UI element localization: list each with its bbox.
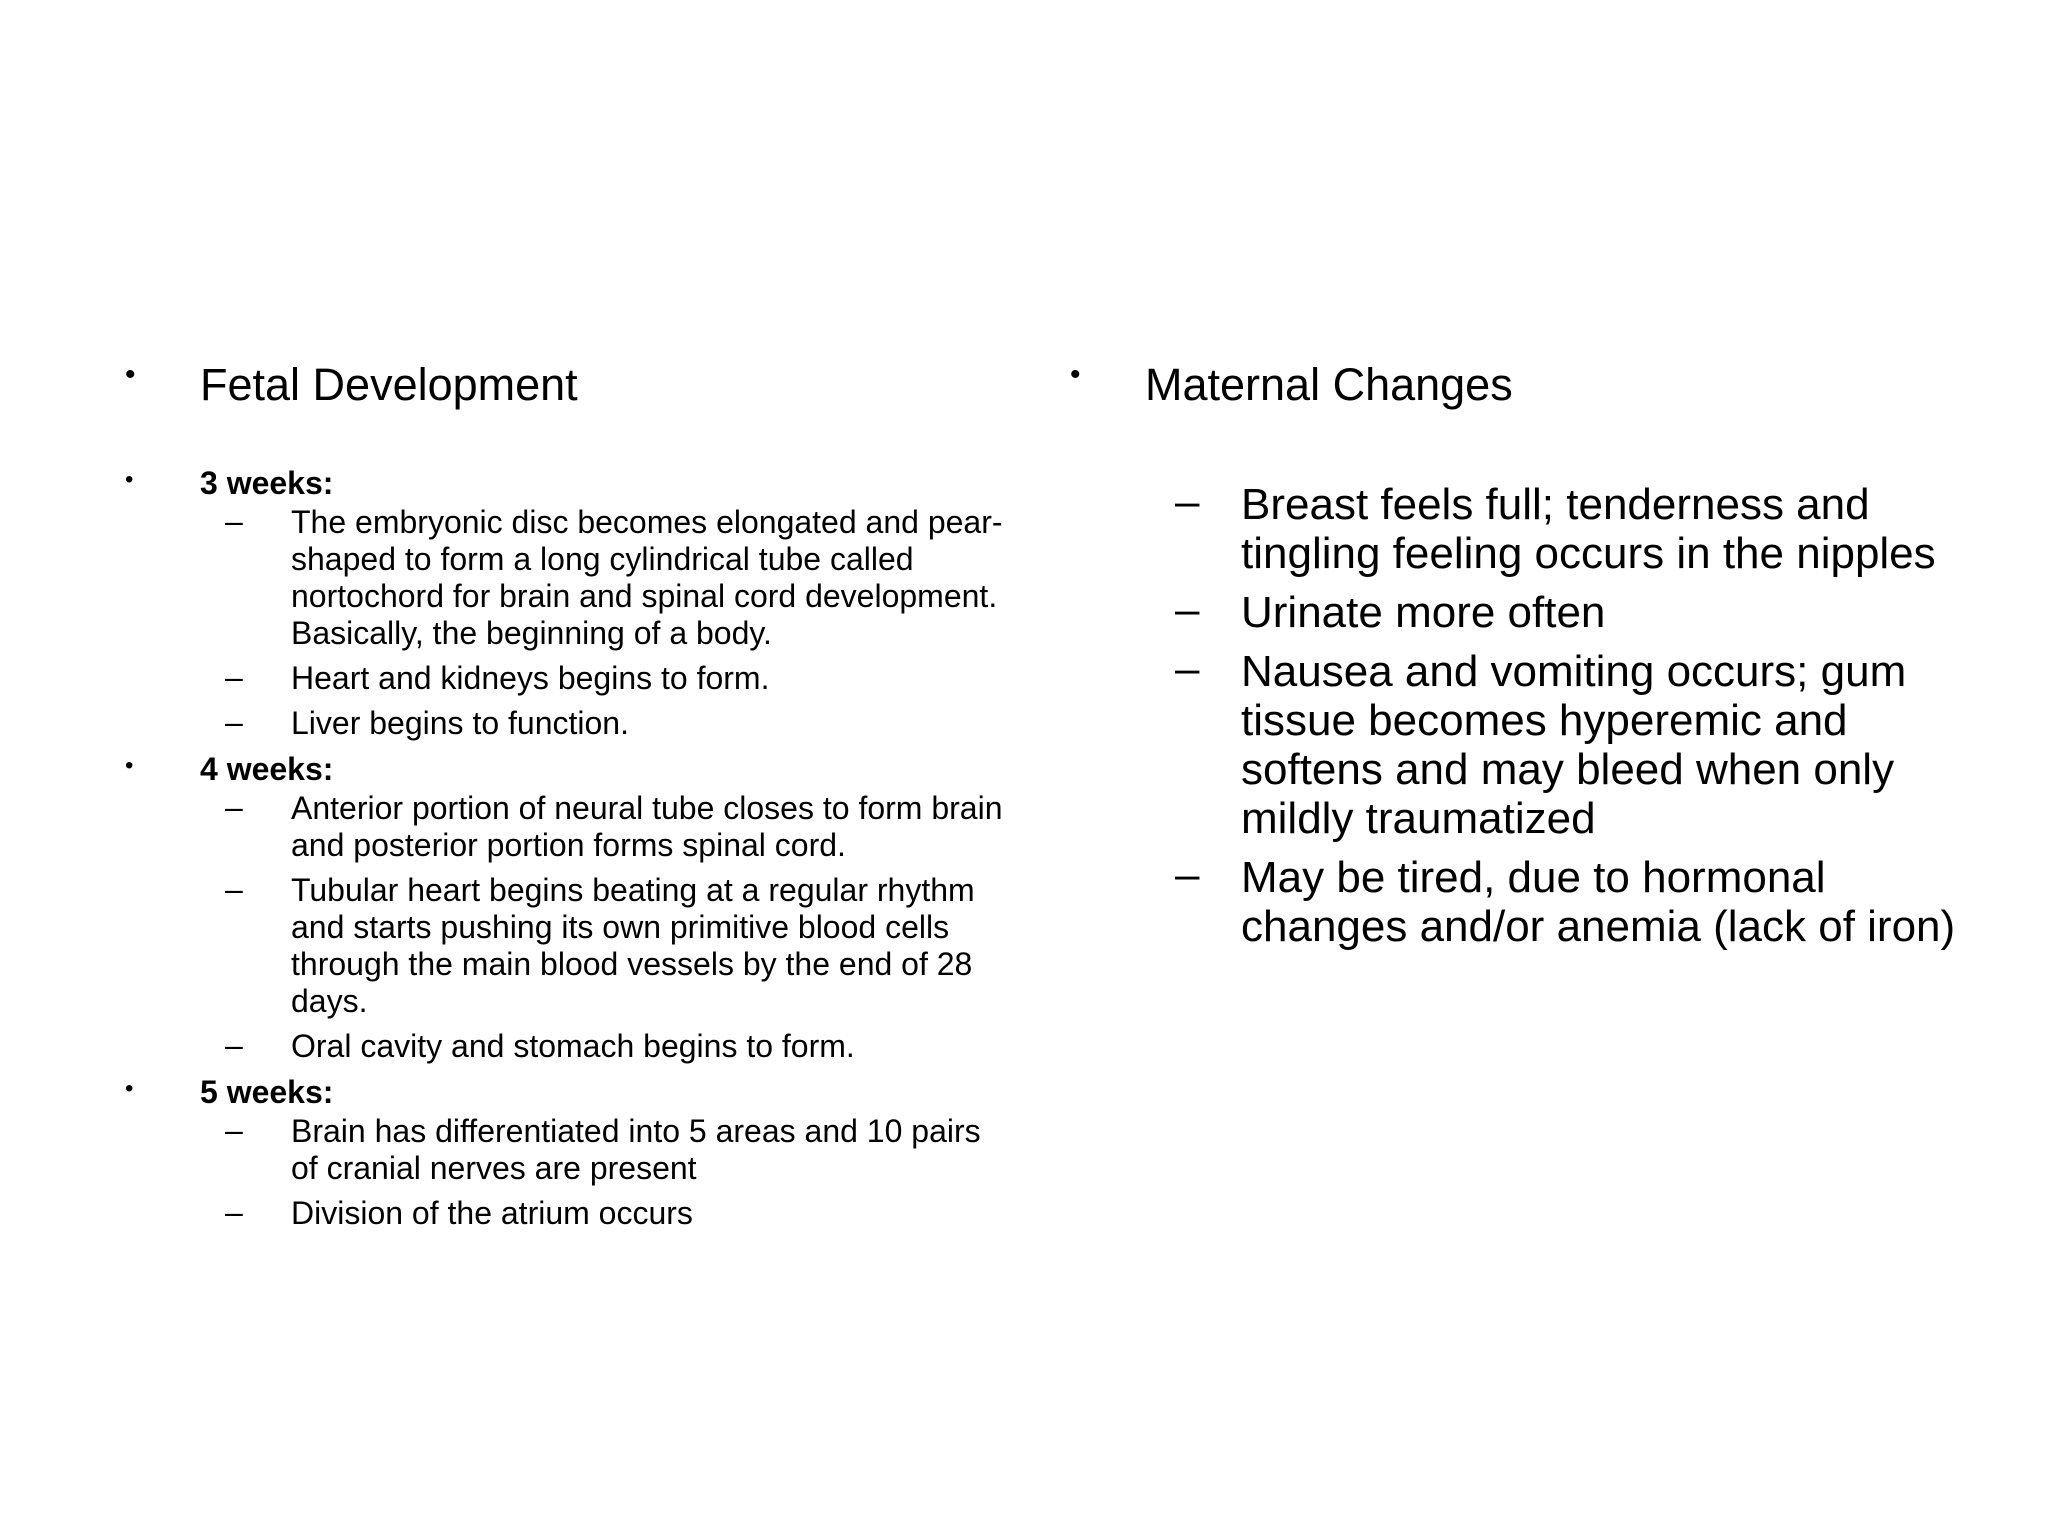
dash-icon: – xyxy=(225,704,243,740)
list-item-text: Oral cavity and stomach begins to form. xyxy=(291,1028,855,1064)
dash-icon: – xyxy=(1175,477,1200,526)
week-4-row xyxy=(125,750,1025,790)
week-5-section xyxy=(125,1073,1025,1232)
list-item xyxy=(1070,477,1970,578)
list-item xyxy=(125,660,1025,697)
list-item xyxy=(125,1195,1025,1232)
week-3-section xyxy=(125,464,1025,742)
list-item xyxy=(1070,585,1970,637)
list-item xyxy=(125,705,1025,742)
maternal-changes-heading-row xyxy=(1070,360,1970,424)
list-item-text: Nausea and vomiting occurs; gum tissue becomes hyperemic and softens and may bleed when only mildly traumatized xyxy=(1241,647,1907,843)
week-4-section xyxy=(125,750,1025,1065)
list-item xyxy=(125,1113,1025,1187)
dash-icon: – xyxy=(225,503,243,539)
week-5-row xyxy=(125,1073,1025,1113)
list-item-text: Brain has differentiated into 5 areas and 10 pairs of cranial nerves are present xyxy=(291,1113,981,1186)
bullet-icon: • xyxy=(125,466,134,493)
list-item-text: The embryonic disc becomes elongated and pear-shaped to form a long cylindrical tube called nortochord for brain and spinal cord development. Basically, the beginning of a body. xyxy=(291,504,1003,651)
list-item xyxy=(125,872,1025,1020)
dash-icon: – xyxy=(225,789,243,825)
week-3-row xyxy=(125,464,1025,504)
maternal-changes-heading: Maternal Changes xyxy=(1145,359,1513,410)
bullet-icon: • xyxy=(125,1075,134,1102)
bullet-icon: • xyxy=(125,358,136,391)
dash-icon: – xyxy=(1175,644,1200,693)
list-item xyxy=(125,1028,1025,1065)
dash-icon: – xyxy=(225,1194,243,1230)
list-item xyxy=(125,790,1025,864)
dash-icon: – xyxy=(225,659,243,695)
dash-icon: – xyxy=(1175,850,1200,899)
list-item-text: Tubular heart begins beating at a regular rhythm and starts pushing its own primitive blood cells through the main blood vessels by the end of 28 days. xyxy=(291,872,975,1019)
fetal-development-heading: Fetal Development xyxy=(200,359,578,410)
week-3-label: 3 weeks: xyxy=(200,465,334,501)
list-item-text: Urinate more often xyxy=(1241,588,1606,637)
list-item xyxy=(1070,644,1970,843)
list-item xyxy=(125,504,1025,652)
fetal-development-column xyxy=(125,360,1025,1240)
bullet-icon: • xyxy=(1070,358,1081,391)
maternal-changes-column xyxy=(1070,360,1970,961)
week-5-label: 5 weeks: xyxy=(200,1074,334,1110)
list-item xyxy=(1070,850,1970,951)
list-item-text: May be tired, due to hormonal changes and/or anemia (lack of iron) xyxy=(1241,853,1956,951)
dash-icon: – xyxy=(225,1112,243,1148)
dash-icon: – xyxy=(225,871,243,907)
list-item-text: Liver begins to function. xyxy=(291,705,629,741)
dash-icon: – xyxy=(225,1027,243,1063)
list-item-text: Division of the atrium occurs xyxy=(291,1195,693,1231)
list-item-text: Breast feels full; tenderness and tingling feeling occurs in the nipples xyxy=(1241,480,1936,578)
maternal-changes-list xyxy=(1070,477,1970,951)
week-4-label: 4 weeks: xyxy=(200,751,334,787)
list-item-text: Anterior portion of neural tube closes to form brain and posterior portion forms spinal cord. xyxy=(291,790,1003,863)
fetal-development-heading-row xyxy=(125,360,1025,424)
weeks-list xyxy=(125,464,1025,1232)
bullet-icon: • xyxy=(125,752,134,779)
dash-icon: – xyxy=(1175,585,1200,634)
list-item-text: Heart and kidneys begins to form. xyxy=(291,660,770,696)
